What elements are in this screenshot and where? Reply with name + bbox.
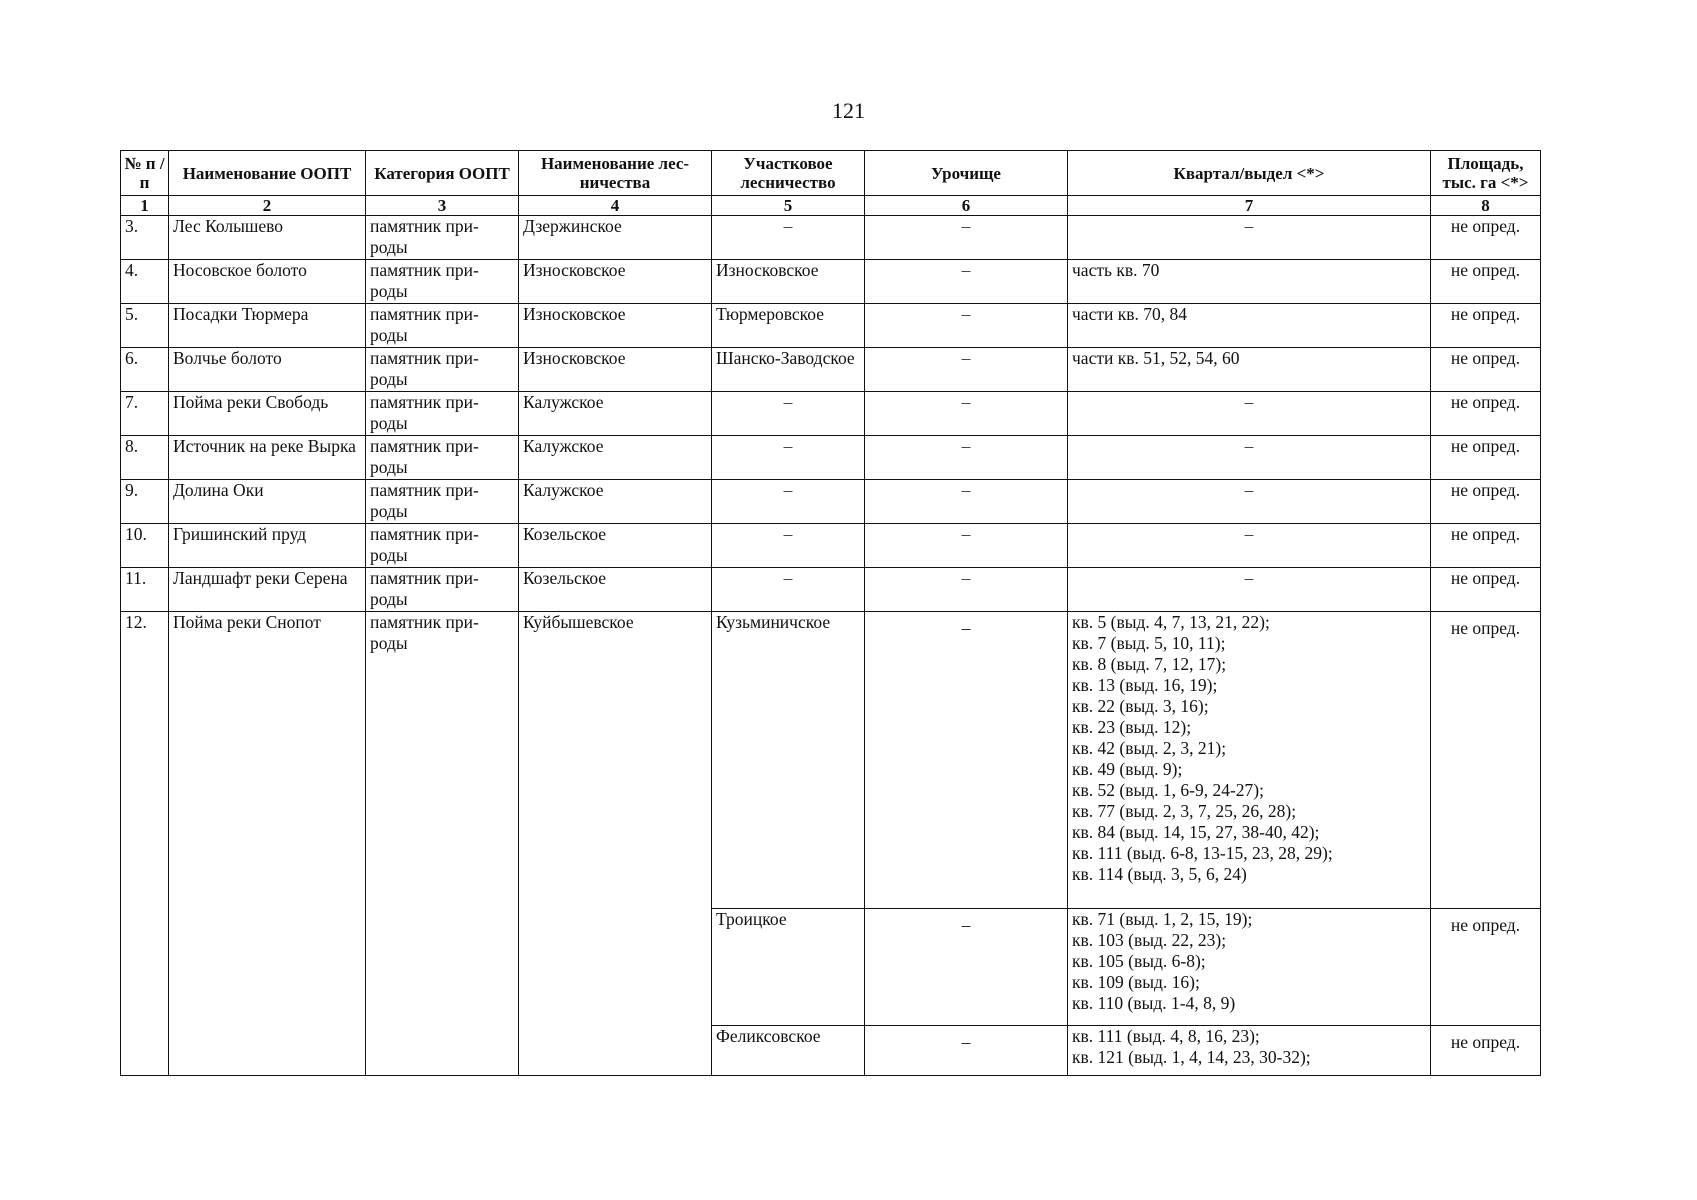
area-name: Пойма реки Свободь <box>169 392 366 436</box>
area-size: не опред. <box>1431 480 1541 524</box>
table-row <box>121 216 1541 260</box>
area-size: не опред. <box>1431 216 1541 260</box>
area-name: Гришинский пруд <box>169 524 366 568</box>
area-size: не опред. <box>1431 1026 1541 1076</box>
area-name: Посадки Тюрмера <box>169 304 366 348</box>
area-name: Пойма реки Снопот <box>169 612 366 1076</box>
district-forestry: Износковское <box>712 260 865 304</box>
tract: – <box>865 436 1068 480</box>
column-number: 3 <box>366 196 519 216</box>
area-name: Лес Колышево <box>169 216 366 260</box>
area-category: памятник при-роды <box>366 260 519 304</box>
quarter-line: кв. 42 (выд. 2, 3, 21); <box>1072 738 1227 758</box>
row-number: 4. <box>121 260 169 304</box>
tract: – <box>865 392 1068 436</box>
area-size: не опред. <box>1431 524 1541 568</box>
header-cell: № п /п <box>121 151 169 196</box>
column-number: 4 <box>519 196 712 216</box>
tract: – <box>865 909 1068 1026</box>
tract: – <box>865 304 1068 348</box>
column-number: 7 <box>1068 196 1431 216</box>
area-name: Ландшафт реки Серена <box>169 568 366 612</box>
quarter-line: кв. 103 (выд. 22, 23); <box>1072 930 1227 950</box>
forestry-name: Куйбышевское <box>519 612 712 1076</box>
quarter-allotment-list <box>1068 612 1431 909</box>
column-number: 6 <box>865 196 1068 216</box>
quarter-allotment: – <box>1068 436 1431 480</box>
area-category: памятник при-роды <box>366 436 519 480</box>
area-size: не опред. <box>1431 909 1541 1026</box>
area-size: не опред. <box>1431 304 1541 348</box>
area-size: не опред. <box>1431 392 1541 436</box>
tract: – <box>865 524 1068 568</box>
quarter-allotment: – <box>1068 524 1431 568</box>
forestry-name: Козельское <box>519 568 712 612</box>
header-cell: Наименование лес-ничества <box>519 151 712 196</box>
area-name: Носовское болото <box>169 260 366 304</box>
area-size: не опред. <box>1431 436 1541 480</box>
quarter-allotment: – <box>1068 392 1431 436</box>
area-category: памятник при-роды <box>366 568 519 612</box>
tract: – <box>865 480 1068 524</box>
row-number: 8. <box>121 436 169 480</box>
quarter-allotment: части кв. 51, 52, 54, 60 <box>1068 348 1431 392</box>
quarter-line: кв. 109 (выд. 16); <box>1072 972 1200 992</box>
row-number: 9. <box>121 480 169 524</box>
column-number: 5 <box>712 196 865 216</box>
table-row <box>121 480 1541 524</box>
row-number: 3. <box>121 216 169 260</box>
quarter-line: кв. 111 (выд. 6-8, 13-15, 23, 28, 29); <box>1072 843 1333 863</box>
quarter-allotment-list <box>1068 909 1431 1026</box>
area-name: Волчье болото <box>169 348 366 392</box>
quarter-line: кв. 114 (выд. 3, 5, 6, 24) <box>1072 864 1247 884</box>
quarter-line: кв. 49 (выд. 9); <box>1072 759 1183 779</box>
area-size: не опред. <box>1431 260 1541 304</box>
area-size: не опред. <box>1431 568 1541 612</box>
table-row <box>121 612 1541 909</box>
district-forestry: – <box>712 392 865 436</box>
header-cell: Участковое лесничество <box>712 151 865 196</box>
area-category: памятник при-роды <box>366 216 519 260</box>
quarter-line: кв. 121 (выд. 1, 4, 14, 23, 30-32); <box>1072 1047 1311 1067</box>
area-name: Долина Оки <box>169 480 366 524</box>
area-size: не опред. <box>1431 348 1541 392</box>
header-cell: Квартал/выдел <*> <box>1068 151 1431 196</box>
quarter-line: кв. 84 (выд. 14, 15, 27, 38-40, 42); <box>1072 822 1320 842</box>
area-category: памятник при-роды <box>366 392 519 436</box>
protected-areas-table <box>120 150 1541 1076</box>
table-row <box>121 568 1541 612</box>
quarter-line: кв. 22 (выд. 3, 16); <box>1072 696 1209 716</box>
quarter-line: кв. 7 (выд. 5, 10, 11); <box>1072 633 1226 653</box>
header-cell: Площадь, тыс. га <*> <box>1431 151 1541 196</box>
header-row <box>121 151 1541 196</box>
page-number: 121 <box>832 98 865 123</box>
area-name: Источник на реке Вырка <box>169 436 366 480</box>
quarter-line: кв. 71 (выд. 1, 2, 15, 19); <box>1072 909 1253 929</box>
district-forestry: – <box>712 480 865 524</box>
district-forestry: Тюрмеровское <box>712 304 865 348</box>
forestry-name: Износковское <box>519 348 712 392</box>
quarter-allotment-list <box>1068 1026 1431 1076</box>
district-forestry: Кузьминичское <box>712 612 865 909</box>
district-forestry: – <box>712 568 865 612</box>
quarter-allotment: – <box>1068 568 1431 612</box>
tract: – <box>865 348 1068 392</box>
quarter-allotment: – <box>1068 480 1431 524</box>
table-row <box>121 348 1541 392</box>
tract: – <box>865 216 1068 260</box>
table-row <box>121 304 1541 348</box>
forestry-name: Калужское <box>519 392 712 436</box>
area-size: не опред. <box>1431 612 1541 909</box>
quarter-line: кв. 111 (выд. 4, 8, 16, 23); <box>1072 1026 1260 1046</box>
forestry-name: Износковское <box>519 304 712 348</box>
forestry-name: Калужское <box>519 480 712 524</box>
quarter-line: кв. 105 (выд. 6-8); <box>1072 951 1206 971</box>
column-number: 2 <box>169 196 366 216</box>
tract: – <box>865 568 1068 612</box>
table-row <box>121 524 1541 568</box>
row-number: 5. <box>121 304 169 348</box>
table-row <box>121 392 1541 436</box>
table-row <box>121 260 1541 304</box>
row-number: 12. <box>121 612 169 1076</box>
tract: – <box>865 260 1068 304</box>
header-cell: Категория ООПТ <box>366 151 519 196</box>
row-number: 6. <box>121 348 169 392</box>
tract: – <box>865 612 1068 909</box>
forestry-name: Износковское <box>519 260 712 304</box>
column-number: 1 <box>121 196 169 216</box>
quarter-line: кв. 8 (выд. 7, 12, 17); <box>1072 654 1227 674</box>
row-number: 7. <box>121 392 169 436</box>
district-forestry: – <box>712 436 865 480</box>
district-forestry: – <box>712 524 865 568</box>
row-number: 10. <box>121 524 169 568</box>
area-category: памятник при-роды <box>366 612 519 1076</box>
district-forestry: Шанско-Заводское <box>712 348 865 392</box>
quarter-line: кв. 110 (выд. 1-4, 8, 9) <box>1072 993 1236 1013</box>
quarter-line: кв. 52 (выд. 1, 6-9, 24-27); <box>1072 780 1264 800</box>
forestry-name: Козельское <box>519 524 712 568</box>
area-category: памятник при-роды <box>366 524 519 568</box>
header-cell: Наименование ООПТ <box>169 151 366 196</box>
quarter-line: кв. 13 (выд. 16, 19); <box>1072 675 1218 695</box>
quarter-line: кв. 5 (выд. 4, 7, 13, 21, 22); <box>1072 612 1270 632</box>
quarter-line: кв. 23 (выд. 12); <box>1072 717 1192 737</box>
quarter-line: кв. 77 (выд. 2, 3, 7, 25, 26, 28); <box>1072 801 1297 821</box>
row-number: 11. <box>121 568 169 612</box>
quarter-allotment: – <box>1068 216 1431 260</box>
district-forestry: Феликсовское <box>712 1026 865 1076</box>
header-cell: Урочище <box>865 151 1068 196</box>
tract: – <box>865 1026 1068 1076</box>
district-forestry: Троицкое <box>712 909 865 1026</box>
header-number-row <box>121 196 1541 216</box>
area-category: памятник при-роды <box>366 348 519 392</box>
forestry-name: Калужское <box>519 436 712 480</box>
area-category: памятник при-роды <box>366 480 519 524</box>
column-number: 8 <box>1431 196 1541 216</box>
area-category: памятник при-роды <box>366 304 519 348</box>
quarter-allotment: часть кв. 70 <box>1068 260 1431 304</box>
table-row <box>121 436 1541 480</box>
quarter-allotment: части кв. 70, 84 <box>1068 304 1431 348</box>
forestry-name: Дзержинское <box>519 216 712 260</box>
district-forestry: – <box>712 216 865 260</box>
